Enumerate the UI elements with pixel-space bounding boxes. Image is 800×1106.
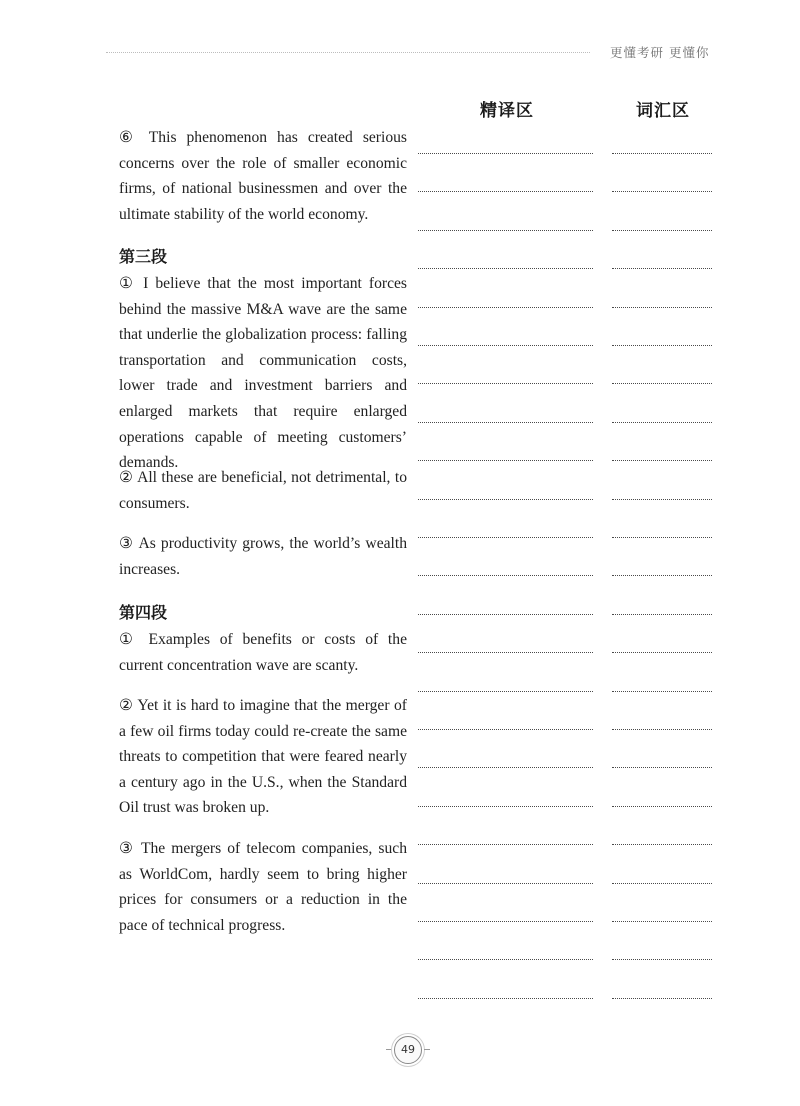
translation-column-heading: 精译区 <box>480 101 534 121</box>
translation-writing-line <box>418 844 593 845</box>
page-number-ornament <box>386 1049 392 1050</box>
section3-sentence-3: ③ As productivity grows, the world’s wealth increases. <box>119 535 407 578</box>
page-number-badge <box>386 1036 430 1064</box>
vocabulary-writing-line <box>612 806 712 807</box>
paragraph-block <box>119 531 407 582</box>
paragraph-block <box>119 627 407 678</box>
translation-writing-line <box>418 230 593 231</box>
vocabulary-writing-line <box>612 460 712 461</box>
vocabulary-writing-line <box>612 844 712 845</box>
vocabulary-writing-line <box>612 729 712 730</box>
translation-writing-line <box>418 460 593 461</box>
vocabulary-writing-line <box>612 499 712 500</box>
vocabulary-writing-line <box>612 921 712 922</box>
vocabulary-writing-line <box>612 998 712 999</box>
translation-writing-line <box>418 691 593 692</box>
section3-sentence-1: ① I believe that the most important forces behind the massive M&A wave are the same that underlie the globalization process: falling transportation and communication costs, lower trade and investment barriers and enlarged markets that require enlarged operations capable of meeting customers’ demands. <box>119 275 407 472</box>
page-number-ornament <box>424 1049 430 1050</box>
translation-writing-line <box>418 537 593 538</box>
vocabulary-writing-line <box>612 268 712 269</box>
vocabulary-writing-line <box>612 614 712 615</box>
translation-writing-line <box>418 191 593 192</box>
vocabulary-writing-line <box>612 191 712 192</box>
translation-writing-line <box>418 806 593 807</box>
translation-writing-line <box>418 575 593 576</box>
section4-sentence-3: ③ The mergers of telecom companies, such as WorldCom, hardly seem to bring higher prices for consumers or a reduction in the pace of technical progress. <box>119 840 407 934</box>
translation-writing-line <box>418 959 593 960</box>
vocabulary-writing-line <box>612 959 712 960</box>
translation-writing-line <box>418 422 593 423</box>
vocabulary-writing-line <box>612 575 712 576</box>
paragraph-block <box>119 271 407 476</box>
vocabulary-column-heading: 词汇区 <box>636 101 690 121</box>
header-rule <box>106 52 590 53</box>
vocabulary-writing-line <box>612 537 712 538</box>
translation-writing-line <box>418 998 593 999</box>
translation-writing-line <box>418 499 593 500</box>
vocabulary-writing-line <box>612 307 712 308</box>
section3-sentence-2: ② All these are beneficial, not detrimental, to consumers. <box>119 469 407 512</box>
vocabulary-writing-line <box>612 767 712 768</box>
section4-sentence-2: ② Yet it is hard to imagine that the merger of a few oil firms today could re-create the same threats to competition that were feared nearly a century ago in the U.S., when the Standard Oil trust was broken up. <box>119 697 407 817</box>
paragraph-block <box>119 693 407 821</box>
section-heading-4: 第四段 <box>119 603 168 622</box>
translation-writing-line <box>418 767 593 768</box>
vocabulary-writing-line <box>612 422 712 423</box>
sentence-6: ⑥ This phenomenon has created serious concerns over the role of smaller economic firms, of national businessmen and over the ultimate stability of the world economy. <box>119 129 407 223</box>
vocabulary-writing-line <box>612 153 712 154</box>
translation-writing-line <box>418 383 593 384</box>
vocabulary-writing-line <box>612 652 712 653</box>
section-heading-3: 第三段 <box>119 247 168 266</box>
section4-sentence-1: ① Examples of benefits or costs of the current concentration wave are scanty. <box>119 631 407 674</box>
header-tagline: 更懂考研 更懂你 <box>610 45 710 60</box>
vocabulary-writing-line <box>612 230 712 231</box>
vocabulary-writing-line <box>612 345 712 346</box>
translation-writing-line <box>418 729 593 730</box>
paragraph-block <box>119 836 407 938</box>
vocabulary-writing-line <box>612 883 712 884</box>
translation-writing-line <box>418 153 593 154</box>
translation-writing-line <box>418 268 593 269</box>
vocabulary-writing-line <box>612 383 712 384</box>
translation-writing-line <box>418 921 593 922</box>
paragraph-block <box>119 465 407 516</box>
translation-writing-line <box>418 345 593 346</box>
translation-writing-line <box>418 883 593 884</box>
page-number: 49 <box>401 1043 415 1056</box>
paragraph-block <box>119 125 407 227</box>
vocabulary-writing-line <box>612 691 712 692</box>
translation-writing-line <box>418 307 593 308</box>
translation-writing-line <box>418 652 593 653</box>
translation-writing-line <box>418 614 593 615</box>
